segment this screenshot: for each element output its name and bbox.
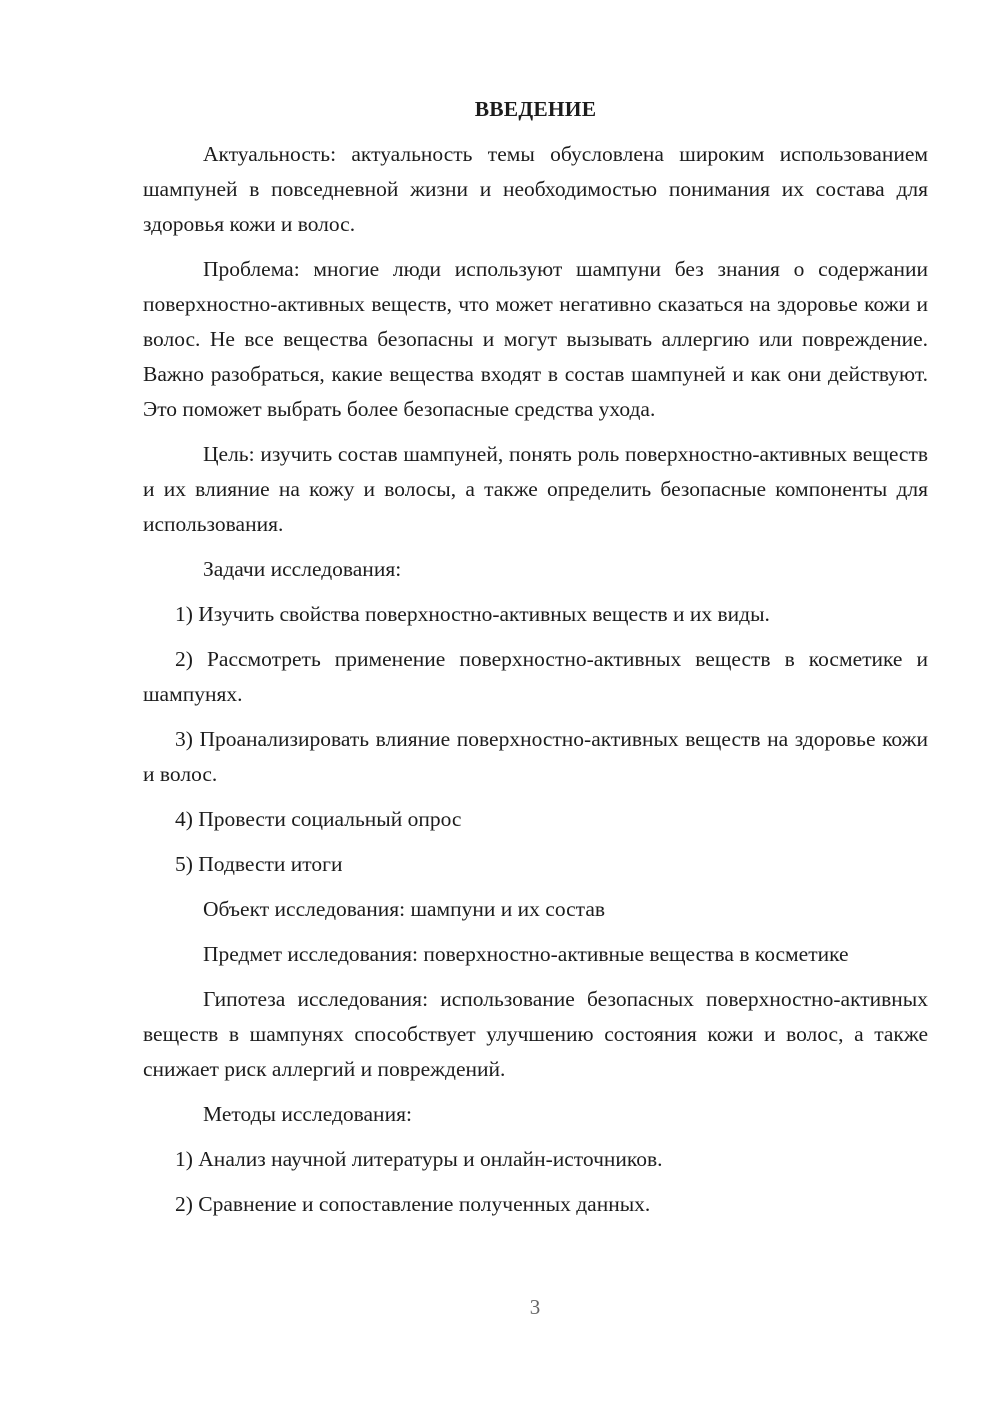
task-item: 1) Изучить свойства поверхностно-активных веществ и их виды. xyxy=(175,602,770,626)
object-paragraph: Объект исследования: шампуни и их состав xyxy=(203,897,606,921)
tasks-heading: Задачи исследования: xyxy=(203,557,402,581)
task-item: 3) Проанализировать влияние поверхностно-активных веществ на здоровье кожи и волос. xyxy=(143,727,928,786)
method-item: 1) Анализ научной литературы и онлайн-источников. xyxy=(175,1147,663,1171)
problem-paragraph: Проблема: многие люди используют шампуни без знания о содержании поверхностно-активных веществ, что может негативно сказаться на здоровье кожи и волос. Не все вещества безопасны и могут вызывать аллергию или повреждение. Важно разобраться, какие вещества входят в состав шампуней и как они действуют. Это поможет выбрать более безопасные средства ухода. xyxy=(143,257,928,421)
methods-heading: Методы исследования: xyxy=(203,1102,412,1126)
method-item: 2) Сравнение и сопоставление полученных данных. xyxy=(175,1192,651,1216)
document-body xyxy=(143,92,928,1232)
task-item: 4) Провести социальный опрос xyxy=(175,807,462,831)
page-number: 3 xyxy=(529,1295,541,1319)
goal-paragraph: Цель: изучить состав шампуней, понять роль поверхностно-активных веществ и их влияние на кожу и волосы, а также определить безопасные компоненты для использования. xyxy=(143,442,928,536)
relevance-paragraph: Актуальность: актуальность темы обусловлена широким использованием шампуней в повседневной жизни и необходимостью понимания их состава для здоровья кожи и волос. xyxy=(143,142,928,236)
task-item: 5) Подвести итоги xyxy=(175,852,343,876)
section-title: ВВЕДЕНИЕ xyxy=(474,97,597,121)
task-item: 2) Рассмотреть применение поверхностно-активных веществ в косметике и шампунях. xyxy=(143,647,928,706)
hypothesis-paragraph: Гипотеза исследования: использование безопасных поверхностно-активных веществ в шампунях способствует улучшению состояния кожи и волос, а также снижает риск аллергий и повреждений. xyxy=(143,987,928,1081)
subject-paragraph: Предмет исследования: поверхностно-активные вещества в косметике xyxy=(203,942,849,966)
